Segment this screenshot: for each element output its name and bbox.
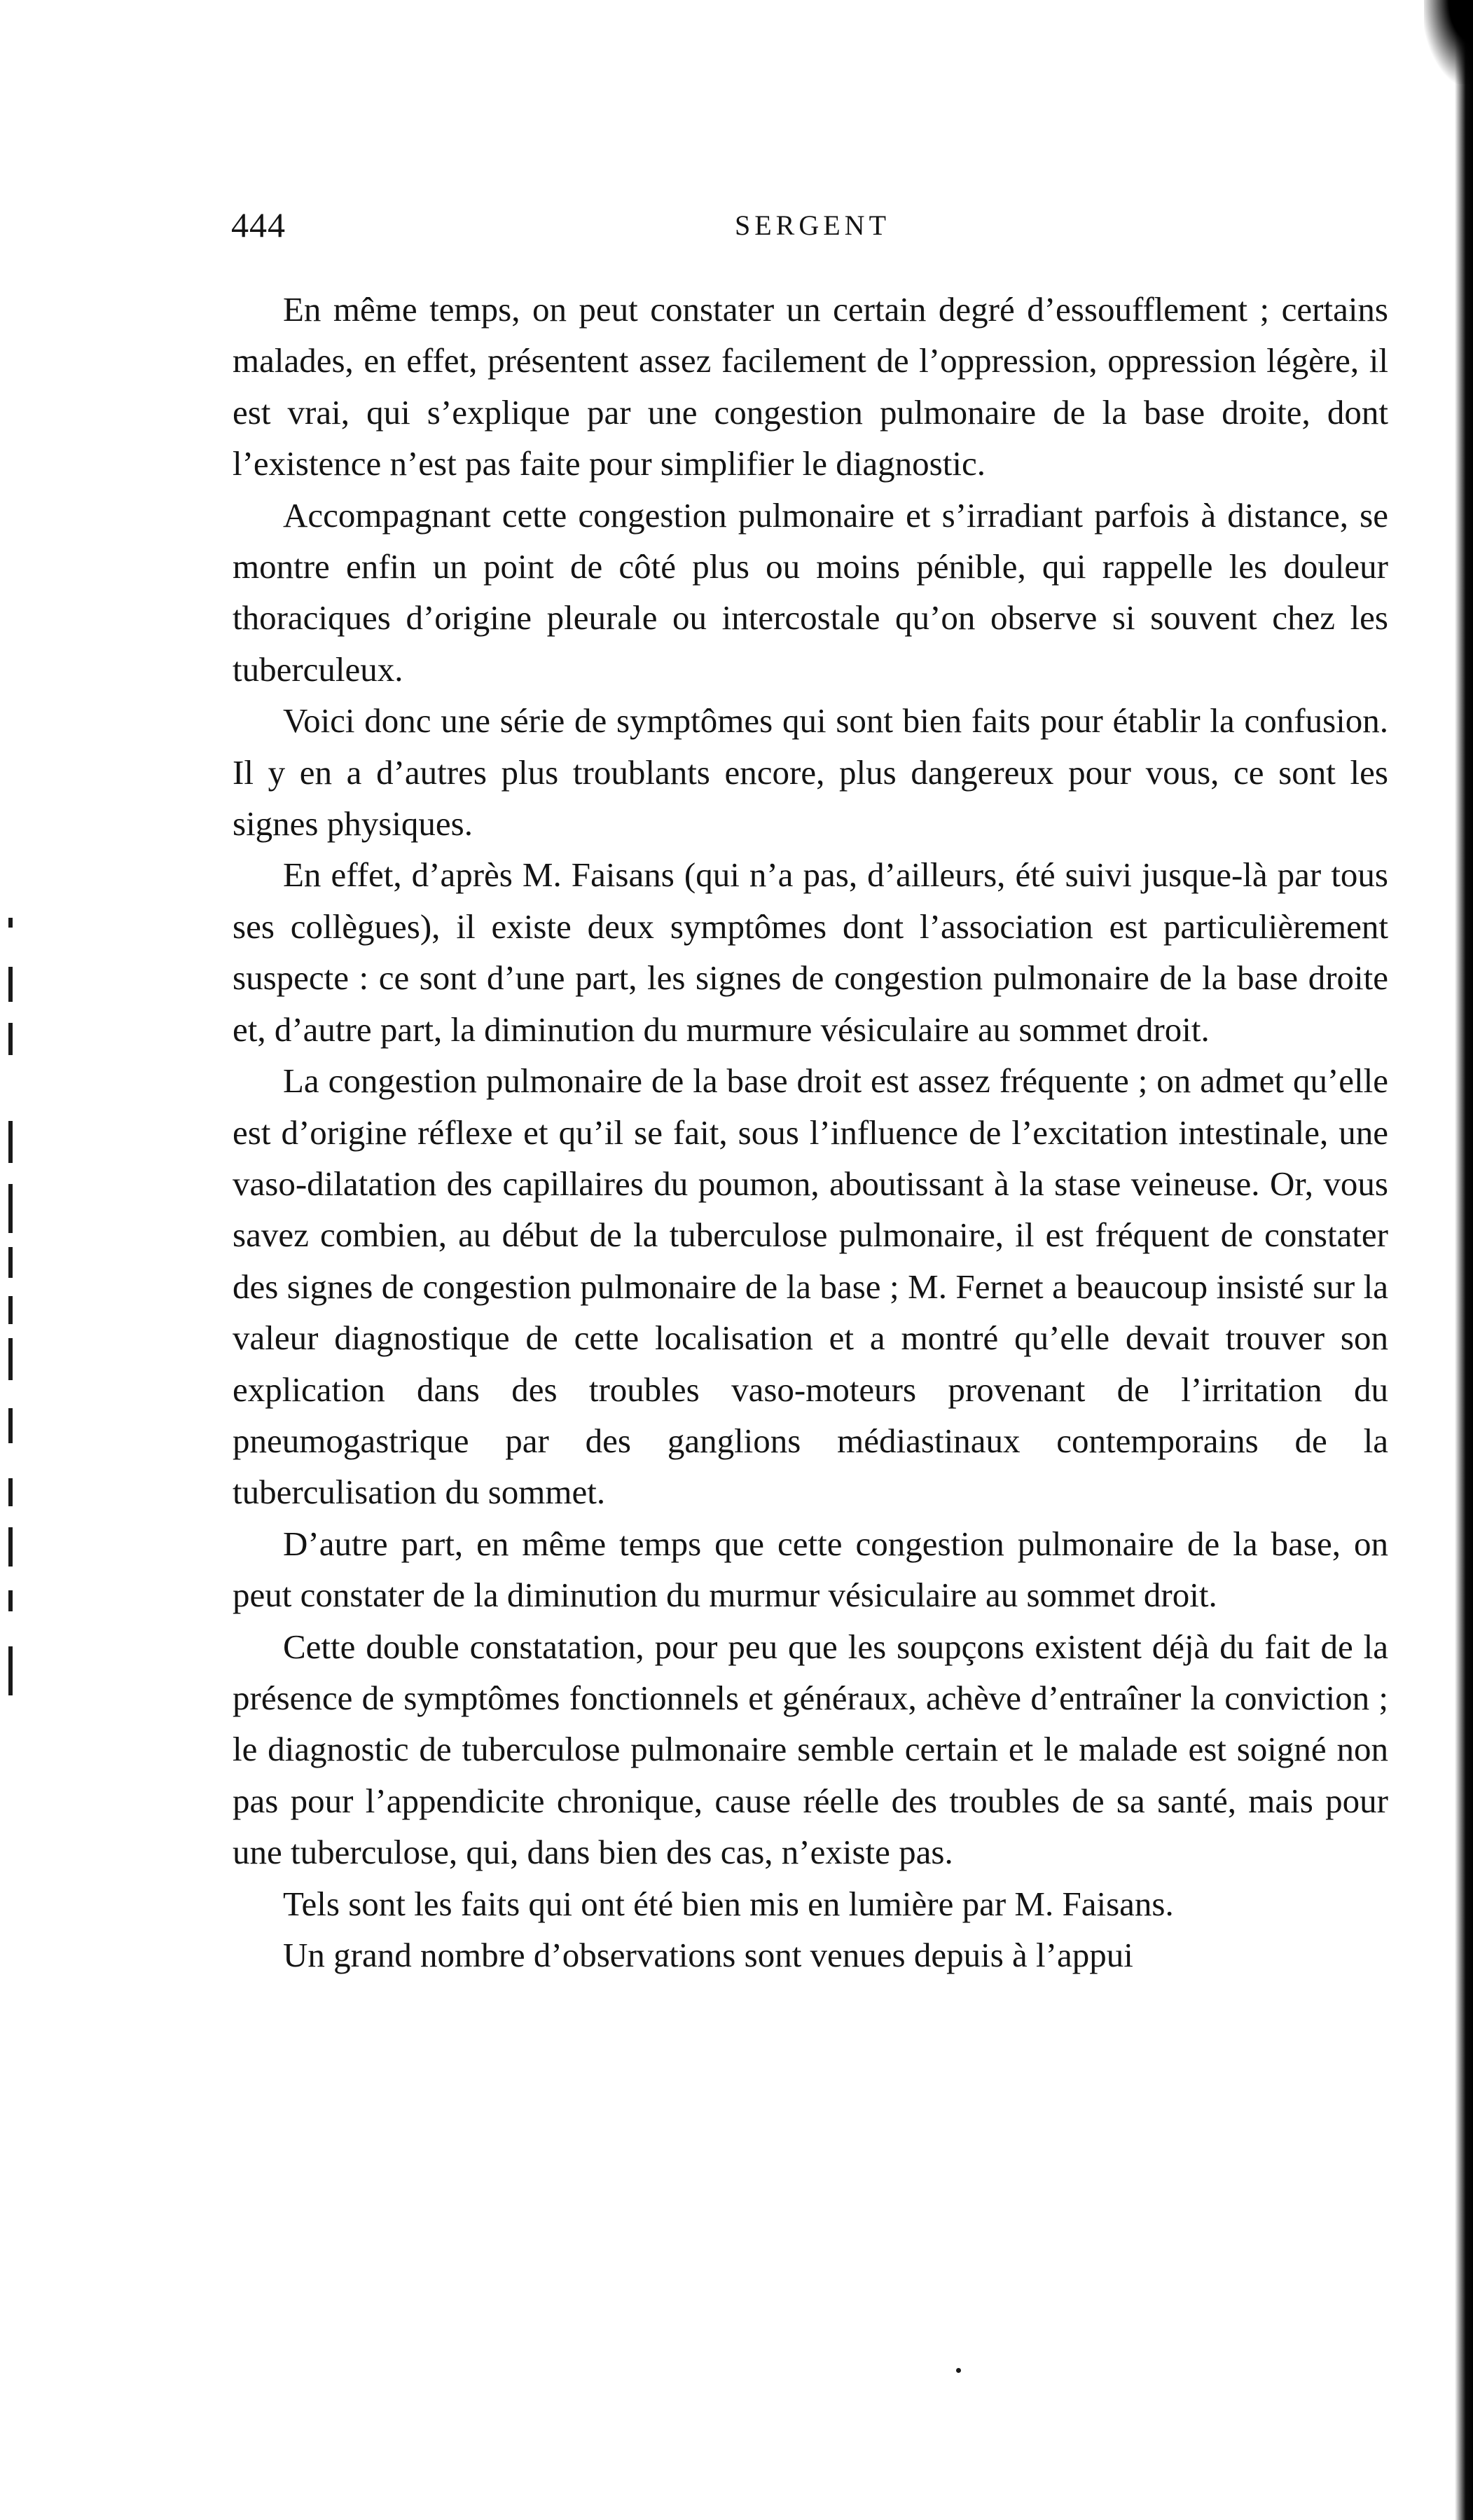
paragraph: Un grand nombre d’observations sont venues depuis à l’appui (283, 1936, 1133, 1974)
paragraph: La congestion pulmonaire de la base droit est assez fréquente ; on admet qu’elle est d’origine réflexe et qu’il se fait, sous l’influence de l’excitation intestinale, une vaso-dilatation des capillaires du poumon, aboutissant à la stase veineuse. Or, vous savez combien, au début de la tuberculose pulmonaire, il est fréquent de constater des signes de congestion pulmonaire de la base ; M. Fernet a beaucoup insisté sur la valeur diagnostique de cette localisation et a montré qu’elle devait trouver son explication dans des troubles vaso-moteurs provenant de l’irritation du pneumogastrique par des ganglions médiastinaux contemporains de la tuberculisation du sommet. (233, 1061, 1388, 1512)
margin-marks (6, 918, 18, 1744)
paragraph: Accompagnant cette congestion pulmonaire et s’irradiant parfois à distance, se montre enfin un point de côté plus ou moins pénible, qui rappelle les douleur thoraciques d’origine pleurale ou intercostale qu’on observe si souvent chez les tuberculeux. (233, 495, 1388, 689)
page-header (231, 205, 1394, 249)
paragraph: D’autre part, en même temps que cette congestion pulmonaire de la base, on peut constater de la diminution du murmur vésiculaire au sommet droit. (233, 1524, 1388, 1615)
paragraph: En effet, d’après M. Faisans (qui n’a pas, d’ailleurs, été suivi jusque-là par tous ses collègues), il existe deux symptômes dont l’association est particulièrement suspecte : ce sont d’une part, les signes de congestion pulmonaire de la base droite et, d’autre part, la diminution du murmure vésiculaire au sommet droit. (233, 855, 1388, 1049)
paragraph: Voici donc une série de symptômes qui sont bien faits pour établir la confusion. Il y en a d’autres plus troublants encore, plus dangereux pour vous, ce sont les signes physiques. (233, 701, 1388, 844)
page-number: 444 (231, 205, 286, 245)
paragraph: Cette double constatation, pour peu que les soupçons existent déjà du fait de la présence de symptômes fonctionnels et généraux, achève d’entraîner la conviction ; le diagnostic de tuberculose pulmonaire semble certain et le malade est soigné non pas pour l’appendicite chronique, cause réelle des troubles de sa santé, mais pour une tuberculose, qui, dans bien des cas, n’existe pas. (233, 1627, 1388, 1872)
paragraph: Tels sont les faits qui ont été bien mis en lumière par M. Faisans. (283, 1884, 1174, 1923)
paragraph: En même temps, on peut constater un certain degré d’essoufflement ; certains malades, en effet, présentent assez facilement de l’oppression, oppression légère, il est vrai, qui s’explique par une congestion pulmonaire de la base droite, dont l’existence n’est pas faite pour simplifier le diagnostic. (233, 290, 1388, 483)
print-speck (956, 2368, 961, 2373)
running-head: SERGENT (735, 209, 890, 241)
page-edge-shadow (1455, 0, 1473, 2520)
body-text (233, 284, 1388, 1981)
page-corner-shadow (1424, 0, 1473, 84)
